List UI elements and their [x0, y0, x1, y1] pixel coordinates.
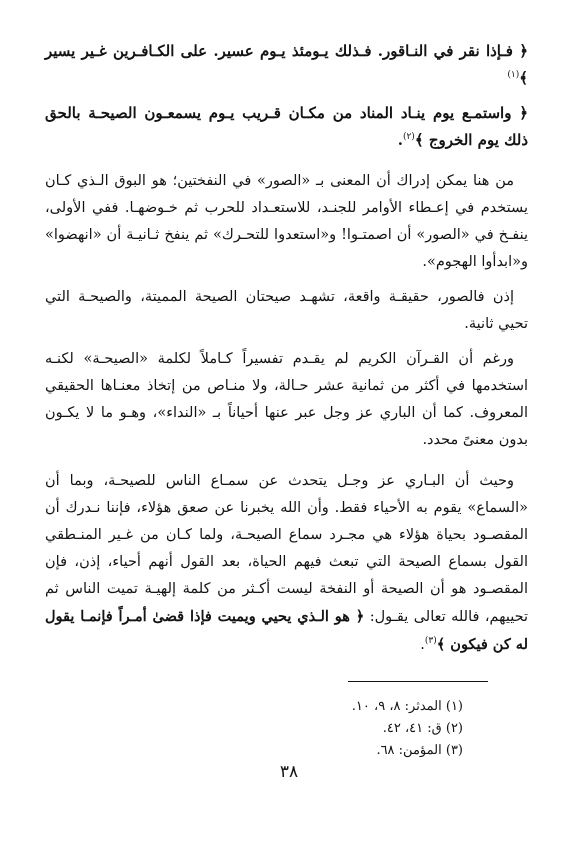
paragraph-4-text: وحيث أن البـاري عز وجـل يتحدث عن سمـاع الناس للصيحـة، وبما أن «السماع» يقوم به الأحياء فقط. وأن الله يخبرنا عن صعق هؤلاء، فإننا نـدرك أن المقصـود بحياة هؤلاء هي مجـرد سماع الصيحـة، ولما كـان من غـير المنـطقي القول بسماع الصيحة التي تبعث فيهم الحياة، بعد القول أنهم أحياء، إذن، فإن المقصـود هو أن الصيحة أو النفخة ليست أكـثر من كلمة إلهيـة تميت الناس ثم تحييهم، فالله تعالى يقـول: [45, 473, 529, 625]
footnote-1: (١) المدثر: ٨، ٩، ١٠. [351, 699, 463, 714]
footnote-3: (٣) المؤمن: ٦٨. [376, 743, 463, 758]
footnote-2: (٢) ق: ٤١، ٤٢. [382, 721, 463, 736]
footnote-ref-3: (٣) [424, 636, 437, 646]
footnote-ref-2: (٢) [402, 132, 415, 142]
quran-quote-3: ﴿ هو الـذي يحيي ويميت فإذا قضىٰ أمـراً فإنمـا يقول له كن فيكون ﴾ [45, 608, 528, 653]
quote-2-text: ﴿ واستمـع يوم ينـاد المناد من مكـان قـريب يـوم يسمعـون الصيحـة بالحق ذلك يوم الخروج ﴾ [45, 104, 528, 149]
footnote-divider [348, 681, 488, 682]
quran-quote-1 [45, 38, 528, 92]
paragraph-4-end: . [420, 637, 425, 653]
paragraph-3: ورغم أن القـرآن الكريم لم يقـدم تفسيراً كـاملاً لكلمة «الصيحـة» لكنـه استخدمها في أكثر من ثمانية عشر حـالة، ولا منـاص من إتخاذ معنـاها الحقيقي المعروف. كما أن الباري عز وجل عبر عنها أحياناً بـ «النداء»، وهـو ما لا يكـون بدون معنىً محدد. [45, 351, 528, 448]
paragraph-1: من هنا يمكن إدراك أن المعنى بـ «الصور» في النفختين؛ هو البوق الـذي كـان يستخدم في إعـطاء الأوامر للجنـد، للاستعـداد للحرب ثم خـوضهـا. ففي الأولى، ينفـخ في «الصور» أن اصمتـوا! و«استعدوا للتحـرك» ثم ينفخ ثـانيـة أن «انهضوا» و«ابدأوا الهجوم». [45, 173, 528, 270]
paragraph-2: إذن فالصور، حقيقـة واقعة، تشهـد صيحتان الصيحة المميتة، والصيحـة التي تحيي ثانية. [45, 289, 528, 332]
page-number: ٣٨ [279, 762, 299, 782]
footnotes-list [45, 696, 528, 762]
quran-quote-2: ﴿ واستمـع يوم ينـاد المناد من مكـان قـريب يـوم يسمعـون الصيحـة بالحق ذلك يوم الخروج ﴾$^{(٢)}$. [45, 104, 528, 149]
quote-1-text: ﴿ فـإذا نقر في النـاقور. فـذلك يـومئذ يـوم عسير. على الكـافـرين غـير يسير ﴾ [45, 42, 528, 87]
paragraph-4 [45, 468, 528, 659]
footnote-ref-1: (١) [507, 70, 520, 80]
